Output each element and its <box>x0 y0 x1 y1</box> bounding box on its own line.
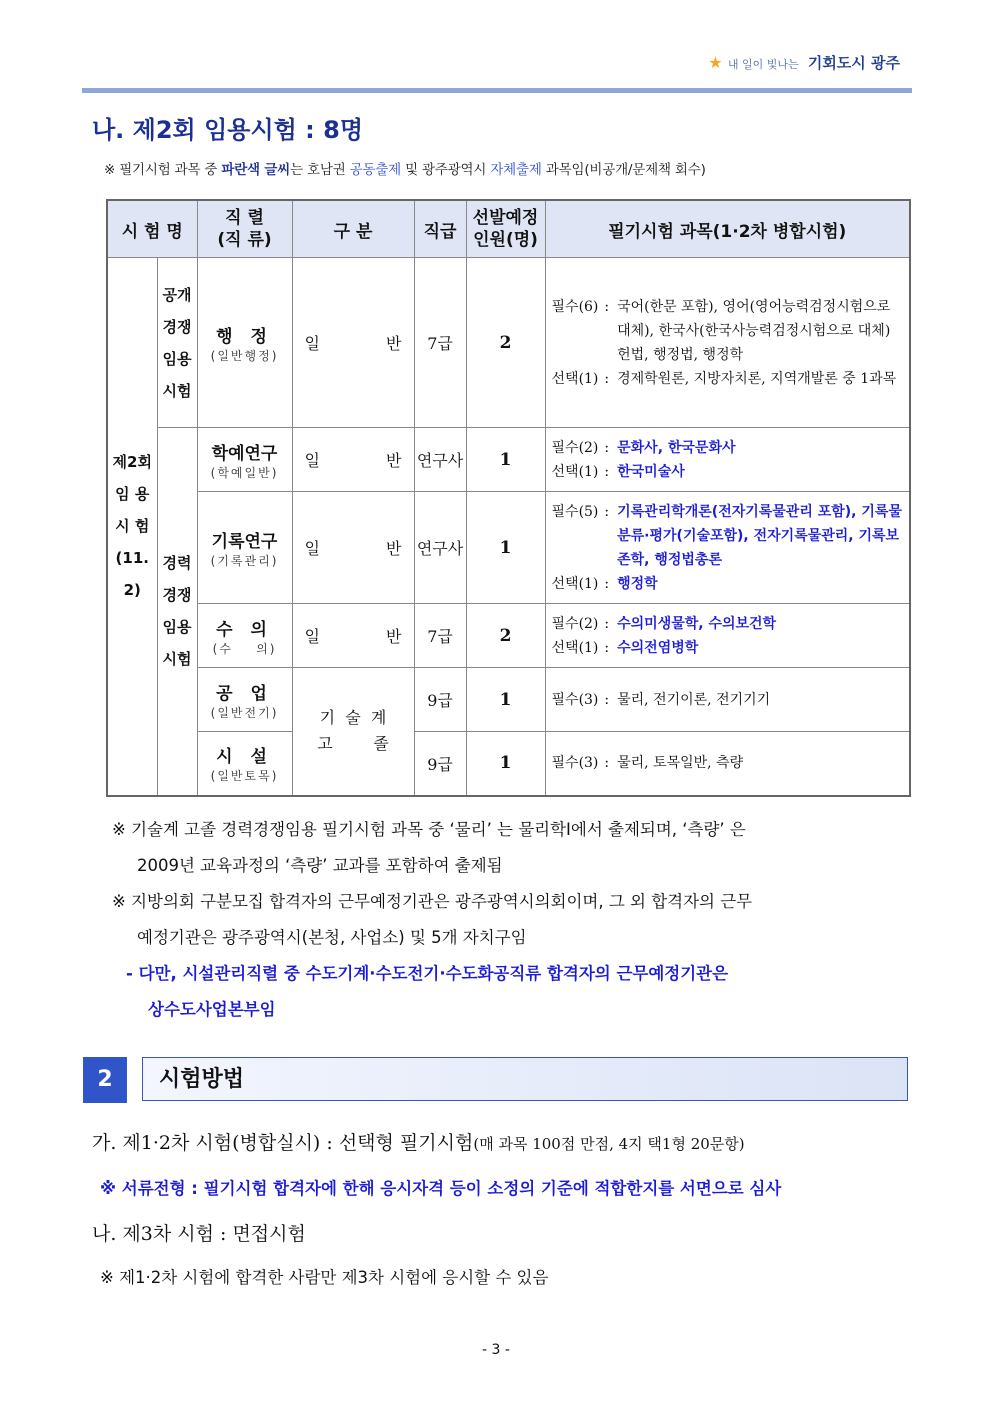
subject-line: 필수(2) : 문화사, 한국문화사 <box>552 436 906 460</box>
method-a-detail: (매 과목 100점 만점, 4지 택1형 20문항) <box>473 1135 745 1153</box>
gubun-cell <box>292 258 414 428</box>
subject-list: 수의전염병학 <box>617 639 699 656</box>
job-cell <box>197 668 292 732</box>
subject-list: 기록관리학개론(전자기록물관리 포함), 기록물분류·평가(기술포함), 전자기록물관리, 기록보존학, 행정법총론 <box>617 503 902 568</box>
gubun-left: 일 <box>304 539 320 558</box>
subject-line: 선택(1) : 행정학 <box>552 572 906 596</box>
count-cell: 1 <box>466 668 545 732</box>
job-cell <box>197 732 292 796</box>
subject-list: 문화사, 한국문화사 <box>617 439 736 456</box>
table-row <box>107 668 910 732</box>
page-number: - 3 - <box>482 1342 510 1358</box>
note-bold: 파란색 글씨 <box>221 162 291 178</box>
count-cell: 1 <box>466 732 545 796</box>
city-logo <box>708 52 900 73</box>
note-joint: 공동출제 <box>349 162 402 178</box>
method-a <box>92 1128 745 1155</box>
subject-line: 선택(1) : 한국미술사 <box>552 460 906 484</box>
job-sub: (수 의) <box>212 641 277 656</box>
type-line: 공개 <box>162 285 192 304</box>
count-cell: 2 <box>466 258 545 428</box>
subject-line: 필수(5) : 기록관리학개론(전자기록물관리 포함), 기록물분류·평가(기술포함), 전자기록물관리, 기록보존학, 행정법총론 <box>552 500 906 572</box>
note-line: 상수도사업본부임 <box>148 1000 276 1019</box>
tech-gubun-cell <box>292 668 414 796</box>
subject-line: 필수(3) : 물리, 토목일반, 측량 <box>552 751 906 775</box>
table-row <box>107 428 910 492</box>
subjects-cell <box>545 428 910 492</box>
job-name: 수 의 <box>216 619 273 640</box>
count-cell: 1 <box>466 428 545 492</box>
job-cell <box>197 604 292 668</box>
gubun-left: 일 <box>304 627 320 646</box>
grade-cell: 9급 <box>414 668 466 732</box>
gubun-right: 반 <box>386 451 402 470</box>
subject-kind: 필수(3) <box>551 755 599 772</box>
subject-kind: 필수(5) <box>551 503 599 520</box>
grade-cell: 7급 <box>414 604 466 668</box>
exam-name-line: 제2회 <box>112 453 152 472</box>
job-cell <box>197 428 292 492</box>
gubun-right: 반 <box>386 539 402 558</box>
table-row <box>107 604 910 668</box>
exam-name-line: 임 용 <box>115 485 150 504</box>
header-subjects: 필기시험 과목(1·2차 병합시험) <box>545 200 910 258</box>
table-row <box>107 492 910 604</box>
note-mid: 는 호남권 <box>290 162 350 178</box>
type-line: 시험 <box>162 650 192 669</box>
subject-line: 필수(6) : 국어(한문 포함), 영어(영어능력검정시험으로 대체), 한국사(한국사능력검정시험으로 대체) 헌법, 행정법, 행정학 <box>552 295 906 367</box>
subject-list: 수의미생물학, 수의보건학 <box>617 615 777 632</box>
note-line: - 다만, 시설관리직렬 중 수도기계·수도전기·수도화공직류 합격자의 근무예정기관은 <box>126 964 729 983</box>
note-line: 예정기관은 광주광역시(본청, 사업소) 및 5개 자치구임 <box>137 928 527 947</box>
note-suffix: 과목임(비공개/문제책 회수) <box>541 162 706 178</box>
subjects-cell <box>545 258 910 428</box>
type-line: 경쟁 <box>162 317 192 336</box>
subject-line: 선택(1) : 경제학원론, 지방자치론, 지역개발론 중 1과목 <box>552 367 906 391</box>
gubun-left: 일 <box>304 334 320 353</box>
gubun-right: 반 <box>386 334 402 353</box>
subject-list: 물리, 전기이론, 전기기기 <box>617 691 771 708</box>
note-line: 2009년 교육과정의 ‘측량’ 교과를 포함하여 출제됨 <box>137 856 503 875</box>
job-sub: (학예일반) <box>210 465 279 480</box>
table-header-row <box>107 200 910 258</box>
tech-gubun-line: 고 졸 <box>317 734 389 754</box>
top-note <box>104 158 706 178</box>
count-cell: 1 <box>466 492 545 604</box>
table-row <box>107 732 910 796</box>
job-sub: (기록관리) <box>210 553 279 568</box>
type-line: 임용 <box>162 349 192 368</box>
career-competition-cell <box>157 428 197 796</box>
note-line: ※ 기술계 고졸 경력경쟁임용 필기시험 과목 중 ‘물리’ 는 물리학Ⅰ에서 출제되며, ‘측량’ 은 <box>112 820 746 839</box>
subject-list: 물리, 토목일반, 측량 <box>617 755 744 772</box>
section-number: 2 <box>83 1057 127 1103</box>
note-self: 자체출제 <box>490 162 542 178</box>
subject-kind: 필수(3) <box>551 691 599 708</box>
gubun-cell <box>292 492 414 604</box>
exam-name-line: (11. 2) <box>115 549 149 600</box>
type-line: 경쟁 <box>162 586 192 605</box>
method-b-note: ※ 제1·2차 시험에 합격한 사람만 제3차 시험에 응시할 수 있음 <box>100 1268 549 1287</box>
subjects-cell <box>545 668 910 732</box>
subject-line: 필수(3) : 물리, 전기이론, 전기기기 <box>552 688 906 712</box>
job-cell <box>197 492 292 604</box>
gubun-cell <box>292 604 414 668</box>
method-b: 나. 제3차 시험 : 면접시험 <box>92 1223 306 1245</box>
gubun-cell <box>292 428 414 492</box>
open-competition-cell <box>157 258 197 428</box>
gubun-right: 반 <box>386 627 402 646</box>
note-line: ※ 지방의회 구분모집 합격자의 근무예정기관은 광주광역시의회이며, 그 외 합격자의 근무 <box>112 892 753 911</box>
header-exam-name: 시 험 명 <box>107 200 197 258</box>
subject-kind: 선택(1) <box>551 370 599 387</box>
grade-cell: 9급 <box>414 732 466 796</box>
job-name: 시 설 <box>216 747 273 768</box>
job-cell <box>197 258 292 428</box>
tech-gubun-line: 기 술 계 <box>319 708 387 728</box>
type-line: 임용 <box>162 618 192 637</box>
section-heading: 시험방법 <box>142 1057 908 1101</box>
grade-cell: 연구사 <box>414 428 466 492</box>
subject-kind: 필수(2) <box>551 615 599 632</box>
logo-text: 기회도시 광주 <box>807 54 900 72</box>
type-line: 시험 <box>162 381 192 400</box>
job-sub: (일반행정) <box>210 348 279 363</box>
job-name: 공 업 <box>216 683 273 704</box>
note-prefix: ※ 필기시험 과목 중 <box>104 162 222 178</box>
count-cell: 2 <box>466 604 545 668</box>
subjects-cell <box>545 732 910 796</box>
header-job: 직 렬 (직 류) <box>197 200 292 258</box>
header-gubun: 구 분 <box>292 200 414 258</box>
exam-name-line: 시 험 <box>115 517 150 536</box>
subject-line: 선택(1) : 수의전염병학 <box>552 636 906 660</box>
job-name: 학예연구 <box>211 443 278 464</box>
note-mid2: 및 광주광역시 <box>401 162 491 178</box>
subject-kind: 선택(1) <box>551 463 599 480</box>
subject-list: 국어(한문 포함), 영어(영어능력검정시험으로 대체), 한국사(한국사능력검정시험으로 대체) 헌법, 행정법, 행정학 <box>617 298 891 363</box>
job-sub: (일반토목) <box>210 769 279 784</box>
header-count: 선발예정 인원(명) <box>466 200 545 258</box>
subject-list: 한국미술사 <box>617 463 685 480</box>
method-a-text: 가. 제1·2차 시험(병합실시) : 선택형 필기시험 <box>92 1132 474 1154</box>
subjects-cell <box>545 492 910 604</box>
subjects-cell <box>545 604 910 668</box>
job-name: 기록연구 <box>211 531 278 552</box>
job-sub: (일반전기) <box>210 705 279 720</box>
exam-name-cell <box>107 258 157 796</box>
header-grade: 직급 <box>414 200 466 258</box>
subject-list: 행정학 <box>617 575 658 592</box>
exam-table <box>106 199 911 797</box>
notes-block <box>112 812 912 1028</box>
section-title: 나. 제2회 임용시험 : 8명 <box>92 116 364 144</box>
logo-slogan: 내 일이 빛나는 <box>727 58 799 71</box>
job-name: 행 정 <box>216 326 273 347</box>
subject-line: 필수(2) : 수의미생물학, 수의보건학 <box>552 612 906 636</box>
gubun-left: 일 <box>304 451 320 470</box>
subject-kind: 필수(6) <box>551 298 599 315</box>
type-line: 경력 <box>162 554 192 573</box>
subject-kind: 선택(1) <box>551 639 599 656</box>
table-row <box>107 258 910 428</box>
subject-list: 경제학원론, 지방자치론, 지역개발론 중 1과목 <box>617 370 897 387</box>
grade-cell: 7급 <box>414 258 466 428</box>
header-divider <box>82 88 912 93</box>
subject-kind: 필수(2) <box>551 439 599 456</box>
document-screening-note: ※ 서류전형 : 필기시험 합격자에 한해 응시자격 등이 소정의 기준에 적합한지를 서면으로 심사 <box>100 1179 782 1198</box>
star-icon: ★ <box>708 53 723 72</box>
subject-kind: 선택(1) <box>551 575 599 592</box>
grade-cell: 연구사 <box>414 492 466 604</box>
